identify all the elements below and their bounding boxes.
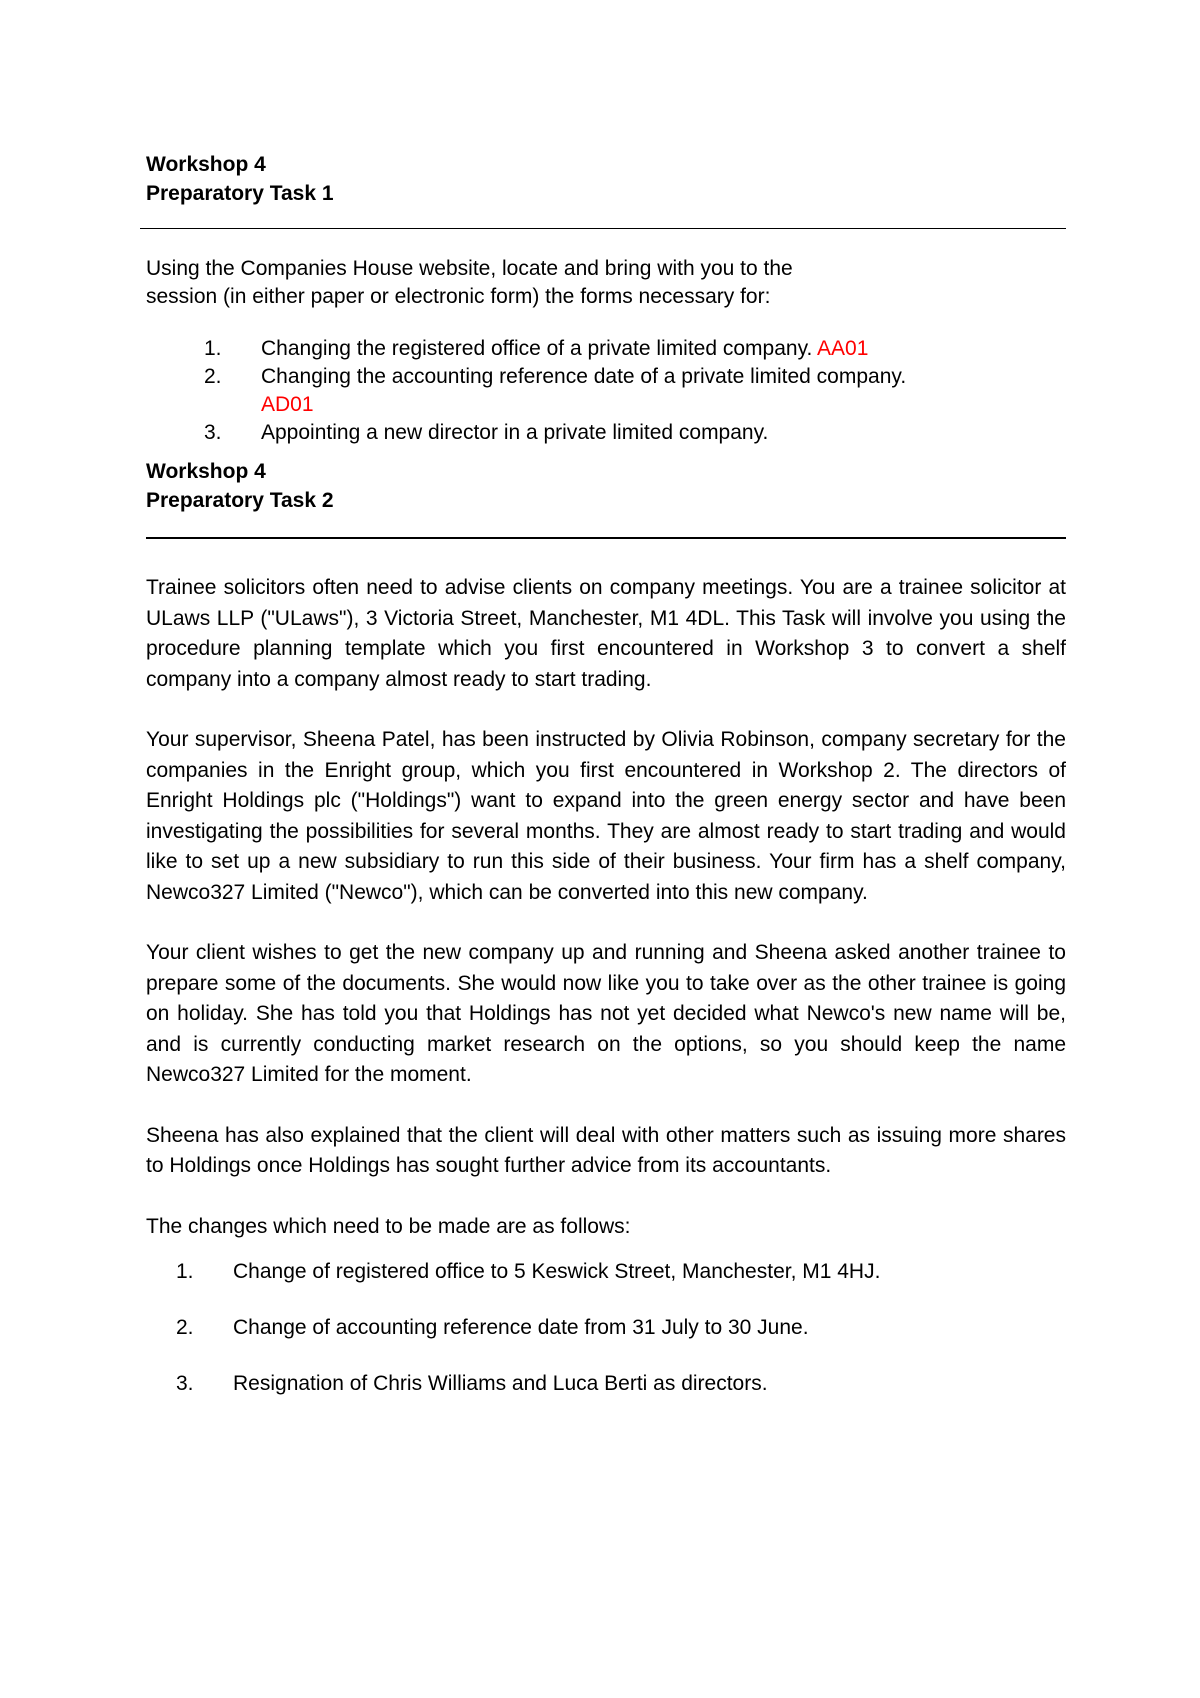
task2-divider [146,537,1066,539]
list-number: 2. [204,365,222,388]
list-item-text: Appointing a new director in a private limited company. [261,421,769,444]
change-text: Change of registered office to 5 Keswick Street, Manchester, M1 4HJ. [233,1260,881,1283]
form-code: AD01 [261,393,314,416]
task2-paragraph: Your client wishes to get the new company up and running and Sheena asked another trainee to prepare some of the documents. She would now like you to take over as the other trainee is going on holiday. She has told you that Holdings has not yet decided what Newco's new name will be, and is currently conducting market research on the options, so you should keep the name Newco327 Limited for the moment. [146,941,1066,1086]
task2-paragraph: The changes which need to be made are as follows: [146,1214,631,1238]
task1-list-item [146,363,1066,419]
list-number: 3. [204,421,222,444]
list-number: 1. [204,337,222,360]
task1-divider [140,228,1066,229]
change-text: Resignation of Chris Williams and Luca Berti as directors. [233,1372,768,1395]
task1-list-item [146,419,1066,447]
task2-title: Workshop 4 [146,460,266,483]
task1-form-list [146,335,1066,447]
change-item [146,1258,1066,1286]
change-item [146,1314,1066,1342]
form-code: AA01 [817,337,869,360]
task1-intro [146,255,1066,311]
task1-intro-line1: Using the Companies House website, locate and bring with you to the [146,257,793,280]
change-text: Change of accounting reference date from 31 July to 30 June. [233,1316,809,1339]
task2-paragraph: Trainee solicitors often need to advise clients on company meetings. You are a trainee solicitor at ULaws LLP ("ULaws"), 3 Victoria Street, Manchester, M1 4DL. This Task will involve you using the procedure planning template which you first encountered in Workshop 3 to convert a shelf company into a company almost ready to start trading. [146,576,1066,691]
list-number: 1. [176,1260,194,1283]
list-number: 2. [176,1316,194,1339]
task1-subtitle: Preparatory Task 1 [146,182,334,205]
task2-subtitle: Preparatory Task 2 [146,489,334,512]
task2-paragraph: Sheena has also explained that the client will deal with other matters such as issuing more shares to Holdings once Holdings has sought further advice from its accountants. [146,1123,1066,1177]
task2-changes-list [146,1258,1066,1398]
document-content [146,150,1066,1426]
task1-title: Workshop 4 [146,153,266,176]
list-number: 3. [176,1372,194,1395]
list-item-text: Changing the accounting reference date of a private limited company. [261,365,907,388]
task1-intro-line2: session (in either paper or electronic form) the forms necessary for: [146,285,771,308]
task2-paragraph: Your supervisor, Sheena Patel, has been instructed by Olivia Robinson, company secretary for the companies in the Enright group, which you first encountered in Workshop 2. The directors of Enright Holdings plc ("Holdings") want to expand into the green energy sector and have been investigating the possibilities for several months. They are almost ready to start trading and would like to set up a new subsidiary to run this side of their business. Your firm has a shelf company, Newco327 Limited ("Newco"), which can be converted into this new company. [146,728,1066,904]
list-item-text: Changing the registered office of a private limited company. [261,337,818,360]
task1-list-item [146,335,1066,363]
change-item [146,1370,1066,1398]
